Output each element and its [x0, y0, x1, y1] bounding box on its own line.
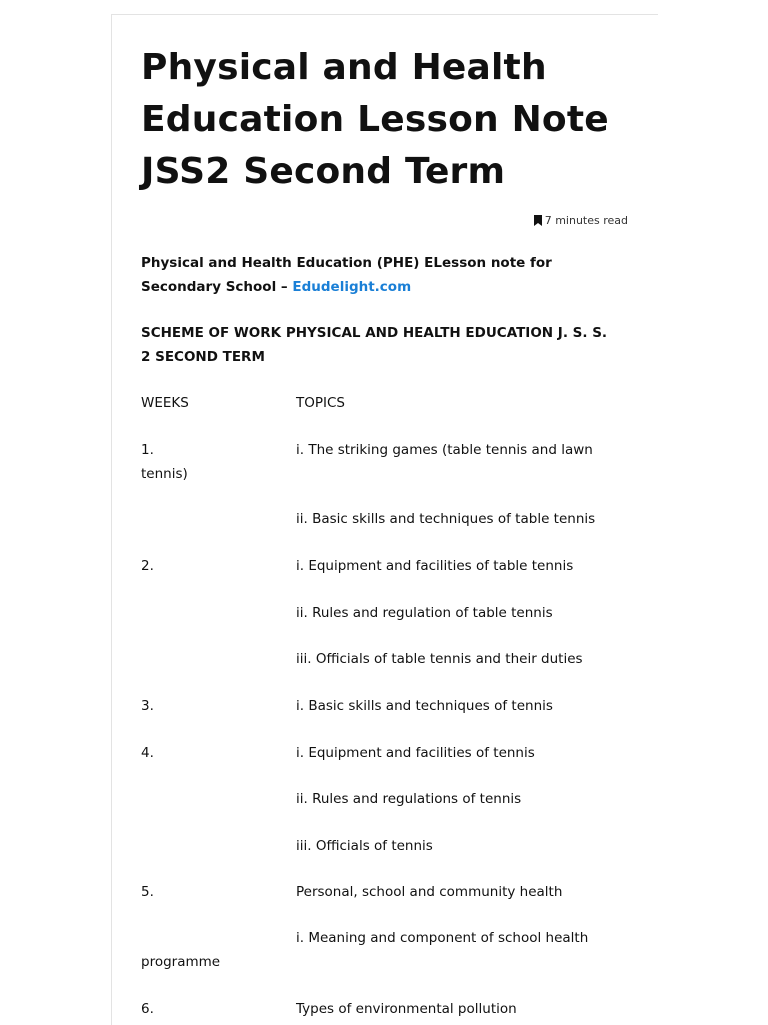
week-number: 4. — [141, 745, 154, 761]
topic-text-continued: programme — [141, 953, 221, 970]
topic-text: iii. Officials of table tennis and their duties — [296, 651, 583, 667]
scheme-heading: SCHEME OF WORK PHYSICAL AND HEALTH EDUCATION J. S. S. 2 SECOND TERM — [141, 325, 608, 365]
week-number: 3. — [141, 698, 154, 714]
week-number: 5. — [141, 884, 154, 900]
edudelight-link[interactable]: Edudelight.com — [292, 278, 412, 295]
article-title: Physical and Health Education Lesson Note JSS2 Second Term — [141, 47, 609, 192]
topic-text: i. Equipment and facilities of tennis — [296, 745, 535, 761]
topic-text: iii. Officials of tennis — [296, 838, 433, 854]
weeks-header: WEEKS — [141, 395, 189, 411]
topic-text: i. Basic skills and techniques of tennis — [296, 698, 553, 714]
topic-text: ii. Basic skills and techniques of table tennis — [296, 511, 596, 527]
bookmark-icon — [534, 215, 542, 226]
topic-text: i. Equipment and facilities of table tennis — [296, 558, 574, 574]
topic-text-continued: tennis) — [141, 465, 188, 482]
topic-text: Types of environmental pollution — [296, 1001, 517, 1017]
intro-paragraph — [141, 252, 621, 299]
topic-text: Personal, school and community health — [296, 884, 563, 900]
read-time: 7 minutes read — [544, 214, 628, 227]
topic-text: i. The striking games (table tennis and lawn — [296, 442, 593, 458]
topic-text: i. Meaning and component of school health — [296, 930, 589, 946]
intro-text: Physical and Health Education (PHE) ELesson note for Secondary School – — [141, 255, 552, 295]
week-number: 2. — [141, 558, 154, 574]
topics-header: TOPICS — [296, 395, 345, 411]
topic-text: ii. Rules and regulations of tennis — [296, 791, 522, 807]
week-number: 6. — [141, 1001, 154, 1017]
read-time-meta — [534, 214, 628, 227]
week-number: 1. — [141, 442, 154, 458]
topic-text: ii. Rules and regulation of table tennis — [296, 605, 553, 621]
